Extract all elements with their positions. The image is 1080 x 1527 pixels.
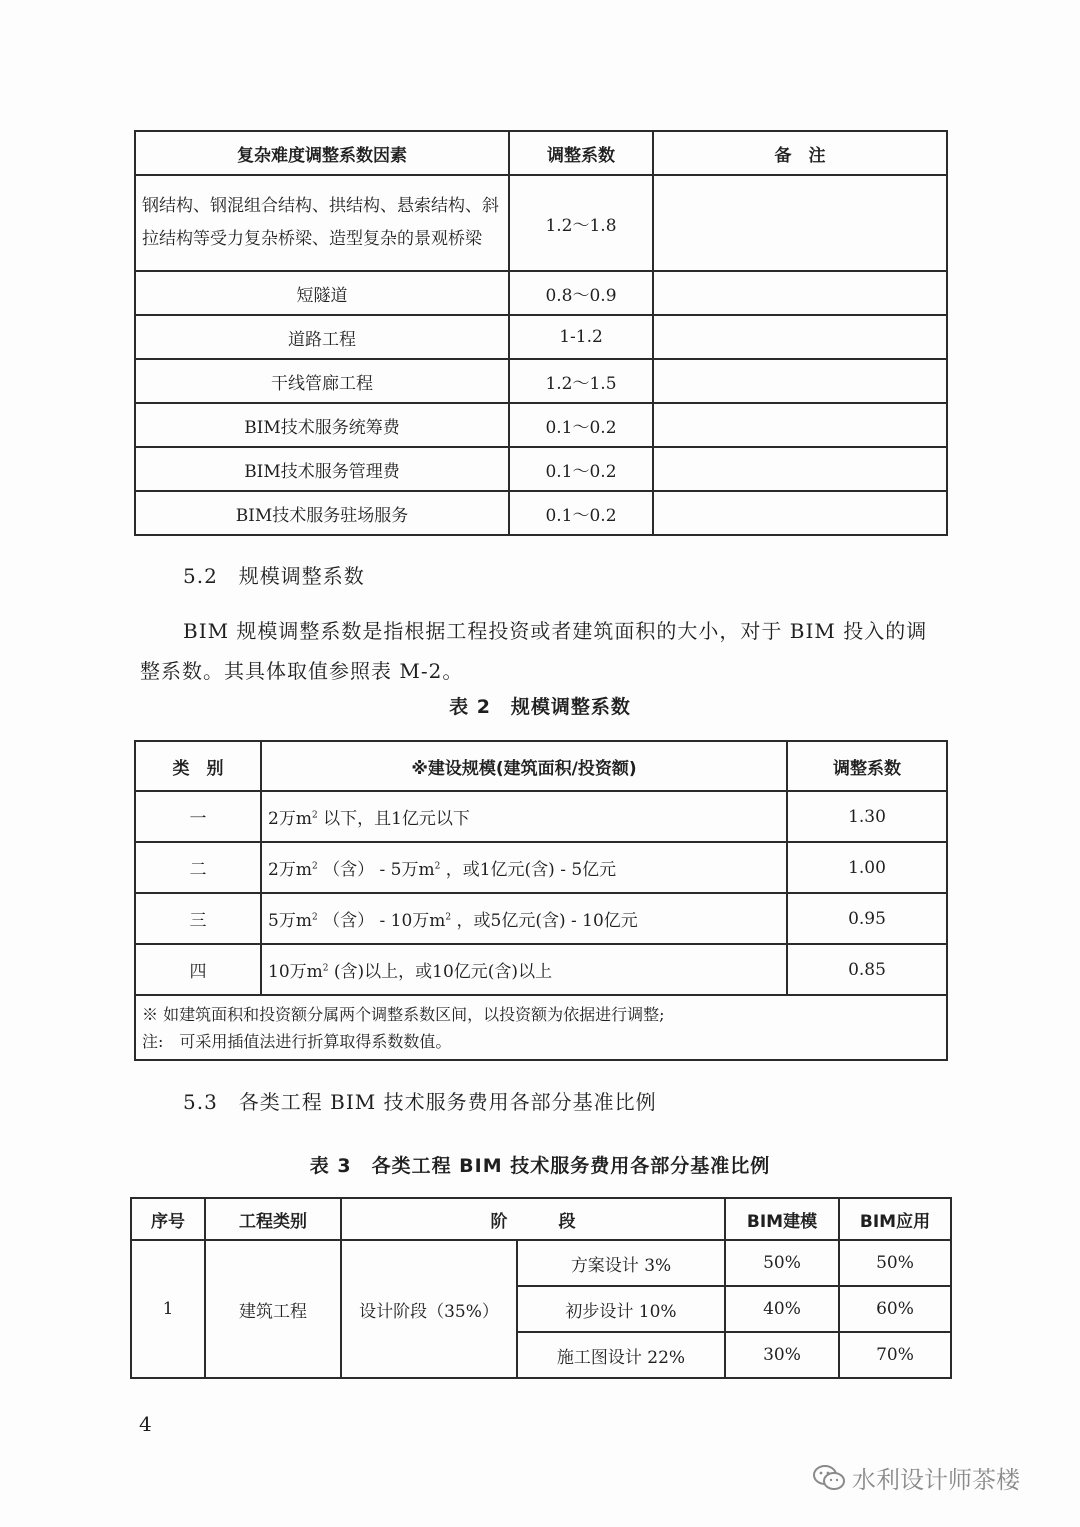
app-cell: 50% — [839, 1240, 951, 1286]
note-cell — [653, 403, 947, 447]
scale-rest: (含)以上，或10亿元(含)以上 — [328, 962, 553, 982]
superscript: 2 — [311, 912, 318, 923]
header-coef: 调整系数 — [509, 131, 653, 175]
table-3-caption: 表 3 各类工程 BIM 技术服务费用各部分基准比例 — [309, 1155, 771, 1177]
coef-cell: 0.85 — [787, 944, 947, 995]
table-row — [135, 893, 947, 944]
model-cell: 30% — [725, 1332, 839, 1378]
scale-cell — [261, 791, 787, 842]
header-stage: 阶 段 — [341, 1198, 725, 1240]
factor-cell: 干线管廊工程 — [135, 359, 509, 403]
factor-cell: BIM技术服务统筹费 — [135, 403, 509, 447]
scale-area: 2万m — [268, 809, 312, 829]
scale-rest: ，或1亿元(含) - 5亿元 — [440, 860, 617, 880]
scale-cell — [261, 944, 787, 995]
factor-cell: BIM技术服务驻场服务 — [135, 491, 509, 535]
stage-cell: 方案设计 3% — [517, 1240, 725, 1286]
app-cell: 60% — [839, 1286, 951, 1332]
factor-cell: 道路工程 — [135, 315, 509, 359]
note-cell — [653, 359, 947, 403]
complexity-coefficient-table — [134, 130, 948, 536]
stage-cell: 施工图设计 22% — [517, 1332, 725, 1378]
seq-cell: 1 — [131, 1240, 205, 1378]
watermark — [812, 1460, 1020, 1495]
table-row — [135, 403, 947, 447]
header-category: 类 别 — [135, 741, 261, 791]
model-cell: 40% — [725, 1286, 839, 1332]
superscript: 2 — [434, 861, 441, 872]
table-row — [135, 791, 947, 842]
note-line-1: ※ 如建筑面积和投资额分属两个调整系数区间，以投资额为依据进行调整; — [142, 1004, 665, 1024]
header-scale: ※建设规模(建筑面积/投资额) — [261, 741, 787, 791]
note-line-2: 注: 可采用插值法进行折算取得系数数值。 — [142, 1031, 452, 1051]
table-header-row — [135, 741, 947, 791]
table-row — [135, 447, 947, 491]
model-cell: 50% — [725, 1240, 839, 1286]
superscript: 2 — [311, 861, 318, 872]
table-row — [135, 315, 947, 359]
scale-rest: （含） - 5万m — [317, 860, 435, 880]
superscript: 2 — [311, 810, 318, 821]
scale-rest: ，或5亿元(含) - 10亿元 — [451, 911, 638, 931]
superscript: 2 — [445, 912, 452, 923]
scale-area: 2万m — [268, 860, 312, 880]
superscript: 2 — [322, 963, 329, 974]
factor-cell: 短隧道 — [135, 271, 509, 315]
coef-cell: 1.00 — [787, 842, 947, 893]
header-seq: 序号 — [131, 1198, 205, 1240]
note-cell — [653, 491, 947, 535]
coef-cell: 0.95 — [787, 893, 947, 944]
phase-cell: 设计阶段（35%） — [341, 1240, 517, 1378]
note-cell — [653, 175, 947, 271]
coef-cell: 0.1～0.2 — [509, 447, 653, 491]
table-note — [135, 995, 947, 1060]
table-row — [135, 944, 947, 995]
app-cell: 70% — [839, 1332, 951, 1378]
scale-area: 5万m — [268, 911, 312, 931]
bim-ratio-table — [130, 1197, 952, 1379]
coef-cell: 0.8～0.9 — [509, 271, 653, 315]
table-row — [131, 1240, 951, 1286]
watermark-text: 水利设计师茶楼 — [852, 1466, 1020, 1494]
header-note: 备 注 — [653, 131, 947, 175]
table-row — [135, 271, 947, 315]
note-cell — [653, 447, 947, 491]
header-bim-model: BIM建模 — [725, 1198, 839, 1240]
wechat-icon — [812, 1463, 846, 1493]
table-row — [135, 359, 947, 403]
scale-coefficient-table — [134, 740, 948, 1061]
category-cell: 一 — [135, 791, 261, 842]
section-heading-5-3: 5.3 各类工程 BIM 技术服务费用各部分基准比例 — [183, 1090, 657, 1114]
table-row — [135, 491, 947, 535]
table-row — [135, 175, 947, 271]
category-cell: 建筑工程 — [205, 1240, 341, 1378]
coef-cell: 1.30 — [787, 791, 947, 842]
stage-cell: 初步设计 10% — [517, 1286, 725, 1332]
note-cell — [653, 271, 947, 315]
coef-cell: 0.1～0.2 — [509, 491, 653, 535]
factor-cell: 钢结构、钢混组合结构、拱结构、悬索结构、斜拉结构等受力复杂桥梁、造型复杂的景观桥梁 — [135, 175, 509, 271]
scale-cell — [261, 842, 787, 893]
scale-area: 10万m — [268, 962, 323, 982]
scale-rest: （含） - 10万m — [317, 911, 446, 931]
coef-cell: 1.2～1.8 — [509, 175, 653, 271]
factor-cell: BIM技术服务管理费 — [135, 447, 509, 491]
scale-cell — [261, 893, 787, 944]
coef-cell: 0.1～0.2 — [509, 403, 653, 447]
section-heading-5-2: 5.2 规模调整系数 — [183, 564, 365, 588]
header-category: 工程类别 — [205, 1198, 341, 1240]
header-bim-app: BIM应用 — [839, 1198, 951, 1240]
table-header-row — [135, 131, 947, 175]
header-coef: 调整系数 — [787, 741, 947, 791]
category-cell: 四 — [135, 944, 261, 995]
paragraph-scale-coefficient: BIM 规模调整系数是指根据工程投资或者建筑面积的大小，对于 BIM 投入的调整系数。其具体取值参照表 M-2。 — [140, 619, 928, 683]
category-cell: 二 — [135, 842, 261, 893]
table-note-row — [135, 995, 947, 1060]
page-number: 4 — [139, 1412, 152, 1436]
table-header-row — [131, 1198, 951, 1240]
category-cell: 三 — [135, 893, 261, 944]
coef-cell: 1-1.2 — [509, 315, 653, 359]
note-cell — [653, 315, 947, 359]
table-row — [135, 842, 947, 893]
scale-rest: 以下，且1亿元以下 — [317, 809, 470, 829]
coef-cell: 1.2～1.5 — [509, 359, 653, 403]
table-2-caption: 表 2 规模调整系数 — [449, 696, 631, 718]
header-factor: 复杂难度调整系数因素 — [135, 131, 509, 175]
